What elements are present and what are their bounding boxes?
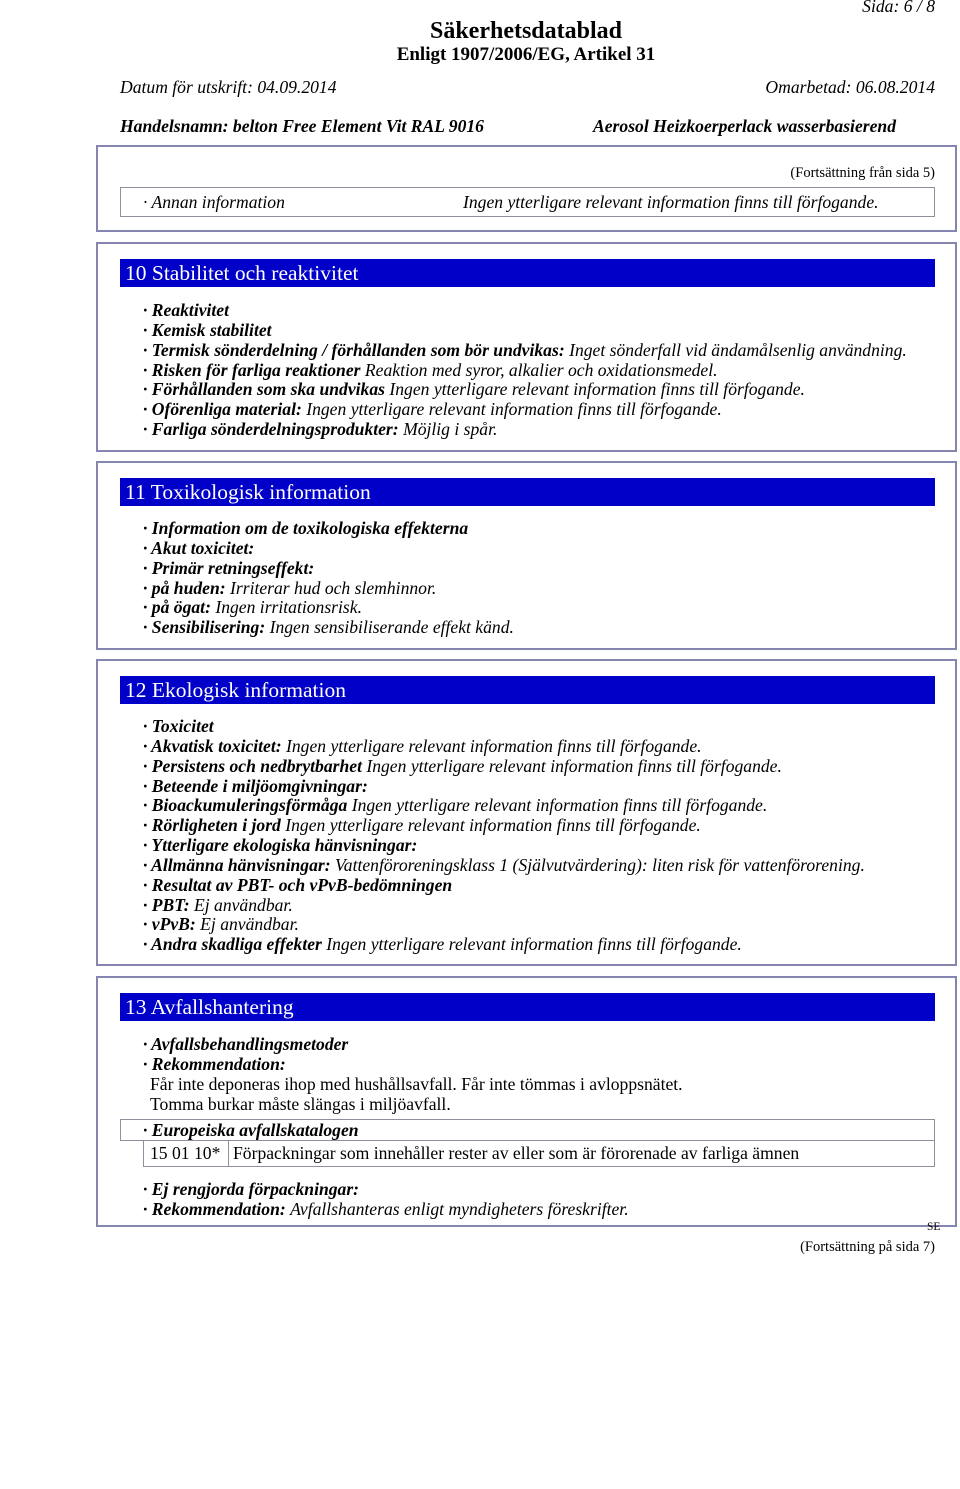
line-value: Ingen ytterligare relevant information finns till förfogande. — [286, 735, 702, 756]
line-value: Möjlig i spår. — [403, 419, 498, 440]
section-line — [143, 816, 865, 836]
line-label: · Rörligheten i jord — [143, 815, 281, 836]
line-label: · Termisk sönderdelning / förhållanden som bör undvikas: — [143, 339, 565, 360]
document-title: Säkerhetsdatablad — [429, 18, 623, 44]
section-line — [143, 856, 865, 876]
section-line — [143, 321, 907, 341]
line-label: · Rekommendation: — [143, 1198, 286, 1219]
section-line — [143, 301, 907, 321]
section-line — [143, 1035, 683, 1055]
waste-description: Förpackningar som innehåller rester av eller som är förorenade av farliga ämnen — [233, 1143, 800, 1163]
line-value: Avfallshanteras enligt myndigheters föreskrifter. — [290, 1198, 629, 1219]
section-line — [143, 341, 907, 361]
section-line — [143, 896, 865, 916]
waste-code: 15 01 10* — [144, 1141, 229, 1166]
line-label: · Akut toxicitet: — [143, 537, 255, 558]
line-label: · Ytterligare ekologiska hänvisningar: — [143, 835, 418, 856]
continued-on-note: (Fortsättning på sida 7) — [800, 1239, 935, 1255]
trade-name: Handelsnamn: belton Free Element Vit RAL 9016 — [120, 116, 484, 136]
section-12 — [96, 659, 957, 966]
section-12-title: 12 Ekologisk information — [120, 676, 935, 704]
revision-date: Omarbetad: 06.08.2014 — [765, 77, 935, 97]
other-information-row — [120, 187, 935, 217]
line-label: · Risken för farliga reaktioner — [143, 359, 361, 380]
line-value: Ingen ytterligare relevant information finns till förfogande. — [389, 379, 805, 400]
section-line — [143, 420, 907, 440]
other-information-value: Ingen ytterligare relevant information finns till förfogande. — [463, 192, 879, 212]
line-value: Ingen ytterligare relevant information finns till förfogande. — [285, 815, 701, 836]
section-line — [143, 519, 514, 539]
line-label: · Andra skadliga effekter — [143, 934, 322, 955]
section-10-lines — [143, 301, 907, 440]
line-value: Irriterar hud och slemhinnor. — [230, 577, 437, 598]
other-information-label: · Annan information — [143, 192, 285, 212]
section-line — [143, 400, 907, 420]
section-line — [143, 737, 865, 757]
line-label: · Information om de toxikologiska effekterna — [143, 518, 469, 538]
section-line — [143, 935, 865, 955]
line-value: Ingen ytterligare relevant information finns till förfogande. — [351, 795, 768, 816]
packaging-lines — [143, 1180, 629, 1220]
section-line — [143, 618, 514, 638]
section-line — [143, 757, 865, 777]
country-code: SE — [927, 1221, 941, 1233]
section-line — [143, 717, 865, 737]
section-line — [143, 361, 907, 381]
section-line — [143, 796, 865, 816]
waste-catalogue-row — [143, 1140, 935, 1167]
recommendation-text: Tomma burkar måste slängas i miljöavfall. — [150, 1093, 451, 1114]
line-label: · på huden: — [143, 577, 226, 598]
line-label: · Akvatisk toxicitet: — [143, 735, 282, 756]
section-11-title: 11 Toxikologisk information — [120, 478, 935, 506]
line-label: · Bioackumuleringsförmåga — [143, 795, 348, 816]
line-label: · Resultat av PBT- och vPvB-bedömningen — [143, 874, 453, 895]
section-line — [143, 1180, 629, 1200]
line-label: · vPvB: — [143, 914, 196, 935]
document-subtitle: Enligt 1907/2006/EG, Artikel 31 — [396, 44, 656, 65]
section-line — [143, 380, 907, 400]
line-value: Ingen ytterligare relevant information finns till förfogande. — [326, 934, 742, 955]
line-label: · Reaktivitet — [143, 300, 229, 320]
line-label: · Allmänna hänvisningar: — [143, 854, 331, 875]
product-description: Aerosol Heizkoerperlack wasserbasierend — [593, 116, 896, 136]
section-10-title: 10 Stabilitet och reaktivitet — [120, 259, 935, 287]
section-line — [143, 1055, 683, 1075]
page-number: Sida: 6 / 8 — [862, 0, 935, 16]
line-value: Ingen ytterligare relevant information finns till förfogande. — [366, 755, 782, 776]
line-label: · PBT: — [143, 894, 190, 915]
section-line — [143, 579, 514, 599]
line-value: Reaktion med syror, alkalier och oxidationsmedel. — [364, 359, 718, 380]
section-11-lines — [143, 519, 514, 638]
section-line — [143, 836, 865, 856]
line-value: Inget sönderfall vid ändamålsenlig användning. — [569, 339, 907, 360]
section-line — [143, 559, 514, 579]
section-line — [143, 876, 865, 896]
section-13 — [96, 976, 957, 1227]
section-13-title: 13 Avfallshantering — [120, 993, 935, 1021]
line-label: · Kemisk stabilitet — [143, 319, 272, 340]
line-label: · Beteende i miljöomgivningar: — [143, 775, 368, 796]
line-label: · Rekommendation: — [143, 1053, 286, 1074]
print-date: Datum för utskrift: 04.09.2014 — [120, 77, 337, 97]
continued-from-note: (Fortsättning från sida 5) — [790, 165, 935, 181]
line-value: Ingen irritationsrisk. — [215, 597, 362, 618]
line-label: · Primär retningseffekt: — [143, 557, 315, 578]
line-label: · Persistens och nedbrytbarhet — [143, 755, 362, 776]
line-label: · Farliga sönderdelningsprodukter: — [143, 419, 399, 440]
line-value: Ingen sensibiliserande effekt känd. — [269, 617, 514, 638]
section-line — [143, 777, 865, 797]
section-line — [143, 539, 514, 559]
section-line — [143, 598, 514, 618]
line-value: Ej användbar. — [194, 894, 293, 915]
line-label: · Sensibilisering: — [143, 617, 266, 638]
section-10 — [96, 242, 957, 452]
line-label: · på ögat: — [143, 597, 211, 618]
line-label: · Avfallsbehandlingsmetoder — [143, 1034, 349, 1054]
section-line — [143, 915, 865, 935]
line-value: Ej användbar. — [200, 914, 299, 935]
section-13-lines — [143, 1035, 683, 1114]
section-12-lines — [143, 717, 865, 955]
section-11 — [96, 461, 957, 650]
section-line — [143, 1200, 629, 1220]
recommendation-text: Får inte deponeras ihop med hushållsavfall. Får inte tömmas i avloppsnätet. — [150, 1073, 683, 1094]
line-label: · Ej rengjorda förpackningar: — [143, 1179, 360, 1199]
line-label: · Toxicitet — [143, 716, 214, 736]
waste-catalogue-header: · Europeiska avfallskatalogen — [120, 1119, 935, 1141]
line-value: Vattenföroreningsklass 1 (Självutvärdering): liten risk för vattenförorening. — [334, 854, 865, 875]
line-label: · Förhållanden som ska undvikas — [143, 379, 385, 400]
line-value: Ingen ytterligare relevant information finns till förfogande. — [306, 399, 722, 420]
line-label: · Oförenliga material: — [143, 399, 302, 420]
